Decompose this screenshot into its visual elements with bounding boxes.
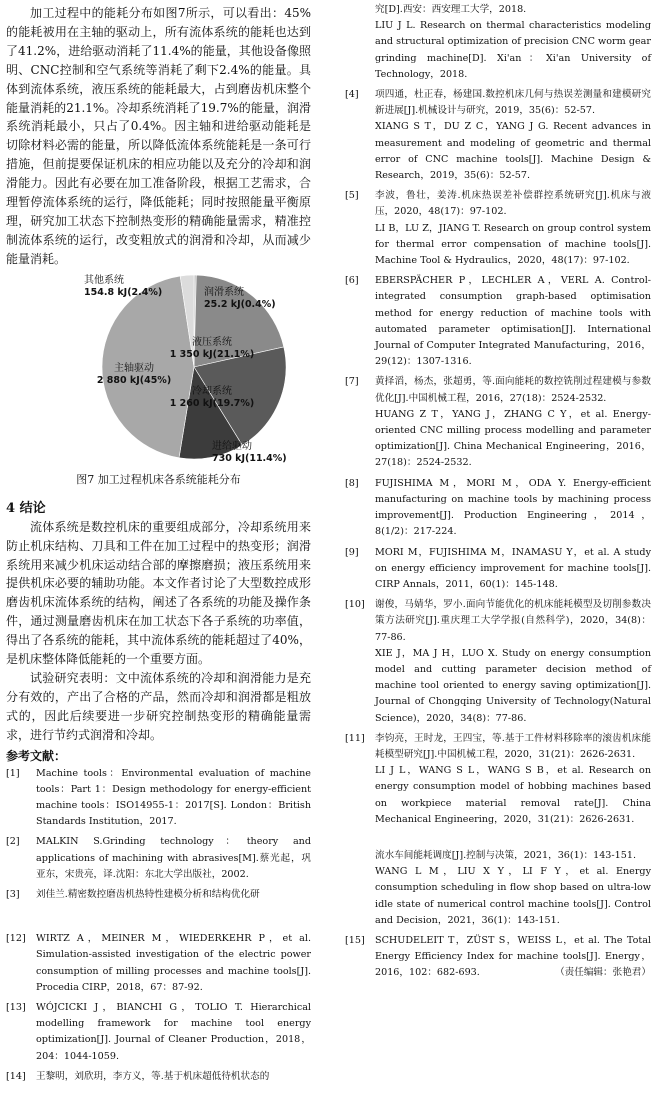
energy-pie-chart xyxy=(6,271,311,467)
reference-3-continued xyxy=(345,2,651,83)
reference-translation: LIU J L. Research on thermal characteristics modeling and structural optimization of precision CNC worm gear grinding machine[D]. Xi'an：Xi'an University of Technology，2018. xyxy=(375,20,651,80)
figure-caption: 图7 加工过程机床各系统能耗分布 xyxy=(76,472,241,486)
slice-label: 主轴驱动 xyxy=(114,362,154,374)
slice-label: 进给驱动 xyxy=(212,440,252,452)
reference-text: SCHUDELEIT T，ZÜST S，WEISS L，et al. The Total Energy Efficiency Index for machine tools[J]. Energy，2016，102：682-693. xyxy=(375,934,651,979)
slice-value-label: 1 350 kJ(21.1%) xyxy=(169,348,255,360)
reference-text: 王黎明，刘欣玥，李方义，等.基于机床超低待机状态的 xyxy=(36,1070,270,1082)
reference-14-continued xyxy=(345,848,651,929)
conclusion-paragraph-2: 试验研究表明：文中流体系统的冷却和润滑能力是充分有效的，产出了合格的产品，然而冷却和润滑都是粗放式的，因此后续要进一步研究控制热变形的精确能量需求，进行节约式润滑和冷却。 xyxy=(6,670,311,742)
slice-value-label: 25.2 kJ(0.4%) xyxy=(204,298,276,310)
slice-value-label: 2 880 kJ(45%) xyxy=(96,374,172,386)
reference-number: [7] xyxy=(345,376,359,388)
reference-text: 流水车间能耗调度[J].控制与决策，2021，36(1)：143-151. xyxy=(375,849,637,861)
reference-item xyxy=(6,931,311,996)
reference-15 xyxy=(345,933,651,982)
reference-item xyxy=(345,476,651,541)
right-column xyxy=(345,2,651,986)
slice-value-label: 1 260 kJ(19.7%) xyxy=(169,397,255,409)
reference-text: 谢俊，马婧华，罗小.面向节能优化的机床能耗模型及切削参数决策方法研究[J].重庆理工大学学报(自然科学)，2020，34(8)：77-86. xyxy=(375,599,651,643)
editor-note: （责任编辑：张艳君） xyxy=(555,967,651,979)
slice-label: 冷却系统 xyxy=(192,385,232,397)
reference-text: MORI M，FUJISHIMA M，INAMASU Y，et al. A study on energy efficiency improvement for machine tools[J]. CIRP Annals，2011，60(1)：145-148. xyxy=(375,546,651,590)
reference-text: 李波，鲁壮，姜涛.机床热误差补偿群控系统研究[J].机床与液压，2020，48(17)：97-102. xyxy=(375,190,651,218)
reference-text: 李钧亮，王时龙，王四宝，等.基于工件材料移除率的滚齿机床能耗模型研究[J].中国机械工程，2020，31(21)：2626-2631. xyxy=(375,732,651,760)
reference-number: [8] xyxy=(345,477,359,489)
reference-text: Machine tools：Environmental evaluation of machine tools：Part 1：Design methodology for energy-efficient machine tools：ISO14955-1：2017[S]. London：British Standards Institution，2017. xyxy=(36,767,311,828)
slice-label: 其他系统 xyxy=(84,274,124,286)
reference-text: 项四通，杜正春，杨建国.数控机床几何与热误差测量和建模研究新进展[J].机械设计与研究，2019，35(6)：52-57. xyxy=(375,89,651,117)
slice-value-label: 154.8 kJ(2.4%) xyxy=(84,286,163,298)
references-list-left xyxy=(6,766,311,904)
pie-chart-figure xyxy=(6,271,311,467)
conclusion-paragraph-1: 流体系统是数控机床的重要组成部分，冷却系统用来防止机床结构、刀具和工件在加工过程中的热变形；润滑系统用来减少机床运动结合部的摩擦磨损；液压系统用来提供机床必要的辅助功能。本文作者讨论了大型数控成形磨齿机床流体系统的结构，阐述了各系统的功能及操作条件，通过测量磨齿机床在加工状态下各子系统的功率值，得出了各系统的能耗，其中流体系统的能耗超过了40%，是机床整体降低能耗的一个重要方面。 xyxy=(6,519,311,667)
reference-number: [14] xyxy=(6,1070,26,1082)
reference-number: [4] xyxy=(345,89,359,101)
reference-item xyxy=(345,87,651,184)
reference-number: [13] xyxy=(6,1002,26,1013)
reference-text: WIRTZ A，MEINER M，WIEDERKEHR P，et al. Simulation-assisted investigation of the electric power consumption of milling processes and machine tools[J]. Procedia CIRP，2018，67：87-92. xyxy=(36,933,311,993)
references-list-right xyxy=(345,87,651,828)
section-title: 4 结论 xyxy=(6,500,46,516)
reference-number: [15] xyxy=(345,934,365,946)
reference-translation: HUANG Z T，YANG J，ZHANG C Y，et al. Energy-oriented CNC milling process modelling and parameter optimization[J]. China Mechanical Engineering，2016，27(18)：2524-2532. xyxy=(375,408,651,469)
reference-number: [9] xyxy=(345,546,359,558)
reference-number: [6] xyxy=(345,275,359,287)
reference-text: 刘佳兰.精密数控磨齿机热特性建模分析和结构优化研 xyxy=(36,888,260,900)
reference-text: MALKIN S.Grinding technology：theory and applications of machining with abrasives[M].蔡光起，巩亚东，宋贵亮，译.沈阳：东北大学出版社，2002. xyxy=(36,836,311,880)
slice-value-label: 730 kJ(11.4%) xyxy=(212,452,287,464)
reference-text: FUJISHIMA M，MORI M，ODA Y. Energy-efficient manufacturing on machine tools by machining process improvement[J]. Production Engineering，2014，8(1/2)：217-224. xyxy=(375,477,651,538)
reference-text: EBERSPÄCHER P，LECHLER A，VERL A. Control-integrated consumption graph-based optimisation method for energy reduction of machine tools with automated parameter optimisation[J]. International Journal of Computer Integrated Manufacturing，2016，29(12)：1307-1316. xyxy=(375,275,651,368)
references-heading: 参考文献： xyxy=(6,748,67,763)
reference-item xyxy=(6,766,311,831)
slice-label: 润滑系统 xyxy=(204,286,244,298)
reference-number: [12] xyxy=(6,933,26,945)
slice-label: 液压系统 xyxy=(192,336,232,348)
reference-item xyxy=(6,834,311,883)
reference-item xyxy=(6,1000,311,1065)
body-paragraph: 加工过程中的能耗分布如图7所示，可以看出：45%的能耗被用在主轴的驱动上，所有流体系统的能耗也达到了41.2%，进给驱动消耗了11.4%的能量，其他设备像照明、CNC控制和空气系统等消耗了剩下2.4%的能量。具体到流体系统，液压系统的能耗最大，占到磨齿机床整个能量消耗的21.1%。冷却系统消耗了19.7%的能量，润滑系统消耗最小，只占了0.4%。因主轴和进给驱动能耗是切除材料必需的能量，所以降低流体系统能耗是一条可行措施，但前提要保证机床的相应功能以及充分的冷却和润滑能力。因此有必要在加工准备阶段，根据工艺需求，合理暂停流体系统的运行，降低能耗；同时按照能量平衡原理，研究加工状态下控制热变形的精确能量需求，精准控制流体系统的运行，改变粗放式的润滑和冷却，从而减少能量消耗。 xyxy=(6,6,311,266)
reference-translation: XIE J，MA J H，LUO X. Study on energy consumption model and cutting parameter decision method of machine tool oriented to energy saving optimization[J]. Journal of Chongqing University of Technology(Natural Science)，2020，34(8)：77-86. xyxy=(375,647,651,724)
reference-translation: LI J L，WANG S L，WANG S B，et al. Research on energy consumption model of hobbing machines based on workpiece material removal rate[J]. China Mechanical Engineering，2020，31(21)：2626-2631. xyxy=(375,765,651,825)
reference-item xyxy=(345,545,651,594)
reference-item xyxy=(345,273,651,370)
reference-number: [1] xyxy=(6,767,20,779)
reference-text: 究[D].西安：西安理工大学，2018. xyxy=(375,4,527,15)
reference-number: [2] xyxy=(6,836,20,848)
reference-item xyxy=(345,597,651,727)
reference-item xyxy=(345,188,651,269)
reference-item xyxy=(6,1069,311,1085)
references-list-left-bottom xyxy=(6,931,311,1085)
reference-text: WÓJCICKI J，BIANCHI G，TOLIO T. Hierarchical modelling framework for machine tool energy optimization[J]. Journal of Cleaner Production，2018，204：1044-1059. xyxy=(36,1002,311,1062)
reference-translation: WANG L M，LIU X Y，LI F Y，et al. Energy consumption scheduling in flow shop based on ultra-low idle state of numerical control machine tools[J]. Control and Decision，2021，36(1)：143-151. xyxy=(375,866,651,926)
reference-number: [5] xyxy=(345,190,359,202)
reference-number: [3] xyxy=(6,888,20,900)
left-column xyxy=(6,4,311,1089)
reference-text: 黄择滔，杨杰，张超勇，等.面向能耗的数控铣削过程建模与参数优化[J].中国机械工程，2016，27(18)：2524-2532. xyxy=(375,376,651,404)
reference-item xyxy=(6,887,311,903)
reference-number: [10] xyxy=(345,599,365,611)
reference-translation: XIANG S T，DU Z C，YANG J G. Recent advances in measurement and modeling of geometric and thermal error of CNC machine tools[J]. Machine Design & Research，2019，35(6)：52-57. xyxy=(375,121,651,182)
reference-translation: LI B，LU Z，JIANG T. Research on group control system for thermal error compensation of machine tools[J]. Machine Tool & Hydraulics，2020，48(17)：97-102. xyxy=(375,222,651,267)
reference-item xyxy=(345,374,651,471)
reference-item xyxy=(345,731,651,828)
reference-number: [11] xyxy=(345,732,365,744)
